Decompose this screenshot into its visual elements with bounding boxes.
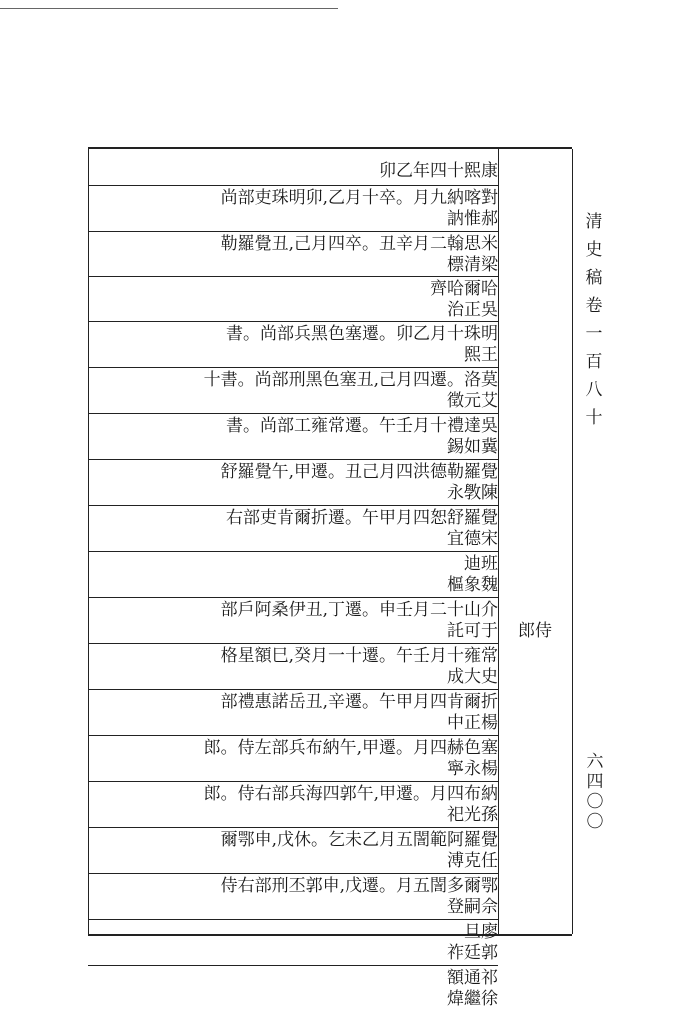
row-divider	[88, 597, 498, 598]
table-row: 託可于	[447, 621, 498, 641]
side-label: 郎侍	[518, 621, 552, 641]
table-row: 登嗣佘	[447, 897, 498, 917]
right-rule	[572, 149, 573, 934]
table-row: 右部吏肯爾折遷。午甲月四恕舒羅覺	[226, 508, 498, 528]
table-row: 中正楊	[447, 713, 498, 733]
top-rule	[0, 8, 338, 9]
table-row: 部戶阿桑伊丑,丁遷。申壬月二十山介	[220, 600, 498, 620]
table-row: 徵元艾	[447, 391, 498, 411]
table-row: 旦廖	[464, 922, 498, 942]
row-divider	[88, 965, 498, 966]
table-row: 郎。侍左部兵布納午,甲遷。月四赫色塞	[203, 738, 498, 758]
row-divider	[88, 413, 498, 414]
table-row: 煒繼徐	[447, 989, 498, 1009]
margin-title: 清史稿卷一百八十	[585, 212, 603, 428]
header-line: 卯乙年四十熙康	[379, 161, 498, 181]
table-row: 溥克任	[447, 851, 498, 871]
row-divider	[88, 689, 498, 690]
table-row: 爾鄂申,戊休。乞未乙月五誾範阿羅覺	[220, 830, 498, 850]
row-divider	[88, 367, 498, 368]
table-row: 舒羅覺午,甲遷。丑己月四洪德勒羅覺	[220, 462, 498, 482]
row-divider	[88, 873, 498, 874]
row-divider	[88, 231, 498, 232]
table-row: 寧永楊	[447, 759, 498, 779]
table-row: 錫如冀	[447, 437, 498, 457]
table-frame	[88, 147, 572, 1009]
table-row: 熙王	[464, 345, 498, 365]
page-number: 六四〇〇	[586, 752, 604, 832]
table-row: 部禮惠諾岳丑,辛遷。午甲月四肯爾折	[220, 692, 498, 712]
left-rule	[88, 149, 89, 934]
row-divider	[88, 551, 498, 552]
table-row: 治正吳	[447, 300, 498, 320]
table-row: 尚部吏珠明卯,乙月十卒。月九納喀對	[220, 188, 498, 208]
table-row: 齊哈爾哈	[430, 279, 498, 299]
row-divider	[88, 459, 498, 460]
table-row: 十書。尚部刑黑色塞丑,己月四遷。洛莫	[203, 370, 498, 390]
row-divider	[88, 276, 498, 277]
table-row: 永斆陳	[447, 483, 498, 503]
row-divider	[88, 643, 498, 644]
table-row: 額通祁	[447, 968, 498, 988]
table-row: 訥惟郝	[447, 209, 498, 229]
table-row: 書。尚部兵黑色塞遷。卯乙月十珠明	[226, 324, 498, 344]
table-row: 侍右部刑丕郭申,戊遷。月五誾多爾鄂	[220, 876, 498, 896]
table-row: 郎。侍右部兵海四郭午,甲遷。月四布納	[203, 784, 498, 804]
table-row: 迪班	[464, 554, 498, 574]
row-divider	[88, 321, 498, 322]
row-divider	[88, 735, 498, 736]
row-divider	[88, 185, 498, 186]
table-row: 祀光孫	[447, 805, 498, 825]
table-row: 標清梁	[447, 255, 498, 275]
table-row: 勒羅覺丑,己月四卒。丑辛月二翰思米	[220, 234, 498, 254]
row-divider	[88, 505, 498, 506]
table-row: 書。尚部工雍常遷。午壬月十禮達吳	[226, 416, 498, 436]
row-divider	[88, 781, 498, 782]
table-row: 成大史	[447, 667, 498, 687]
table-row: 宜德宋	[447, 529, 498, 549]
table-divider	[498, 149, 499, 934]
table-row: 格星額巳,癸月一十遷。午壬月十雍常	[220, 646, 498, 666]
row-divider	[88, 827, 498, 828]
row-divider	[88, 919, 498, 920]
table-row: 祚廷郭	[447, 943, 498, 963]
table-row: 樞象魏	[447, 575, 498, 595]
